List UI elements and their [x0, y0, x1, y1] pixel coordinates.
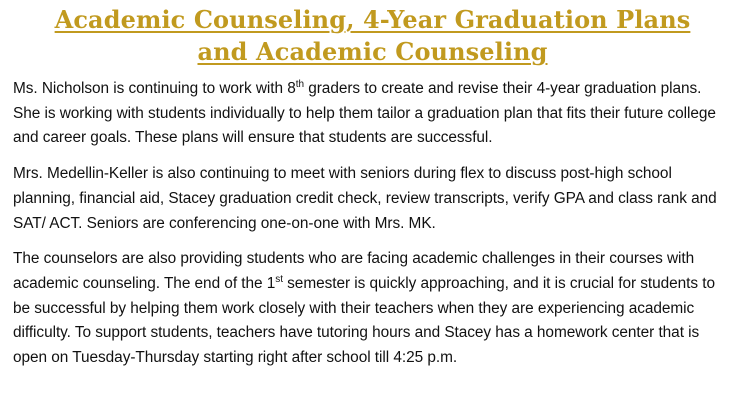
- paragraph-graduation-plans: [13, 77, 732, 151]
- section-title: [13, 4, 732, 68]
- ordinal-suffix: th: [295, 79, 304, 90]
- paragraph-text: The counselors are also providing students who are facing academic challenges in their courses with academic counseling. The end of the 1: [13, 250, 695, 292]
- paragraph-text: graders to create and revise their 4-year graduation plans. She is working with students individually to help them tailor a graduation plan that fits their future college and career goals. These plans will ensure that students are successful.: [13, 80, 716, 147]
- section-title-line-2: and Academic Counseling: [197, 37, 548, 66]
- section-title-line-1: Academic Counseling, 4-Year Graduation Plans: [54, 5, 691, 34]
- paragraph-text: semester is quickly approaching, and it is crucial for students to be successful by helping them work closely with their teachers when they are experiencing academic difficulty. To support students, teachers have tutoring hours and Stacey has a homework center that is open on Tuesday-Thursday starting right after school till 4:25 p.m.: [13, 274, 716, 367]
- paragraph-academic-counseling: [13, 247, 732, 371]
- paragraph-senior-counseling: Mrs. Medellin-Keller is also continuing to meet with seniors during flex to discuss post-high school planning, financial aid, Stacey graduation credit check, review transcripts, verify GPA and class rank and SAT/ ACT. Seniors are conferencing one-on-one with Mrs. MK.: [13, 165, 717, 232]
- ordinal-suffix: st: [275, 273, 283, 285]
- paragraph-text: Ms. Nicholson is continuing to work with 8: [13, 80, 296, 97]
